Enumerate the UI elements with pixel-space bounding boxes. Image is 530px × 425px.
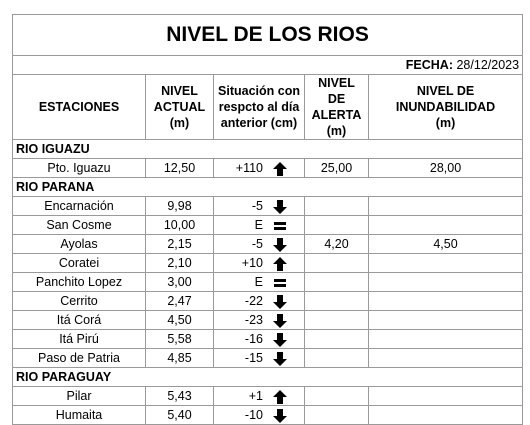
alert-level <box>305 387 369 406</box>
date-row <box>13 56 523 75</box>
current-level: 2,47 <box>146 292 214 311</box>
flood-level <box>369 216 523 235</box>
station-name: Panchito Lopez <box>13 273 146 292</box>
section-name: RIO PARANA <box>13 178 523 197</box>
station-name: Pto. Iguazu <box>13 159 146 178</box>
current-level: 4,85 <box>146 349 214 368</box>
header-line: NIVEL DE <box>416 84 475 98</box>
arrow-down-icon <box>269 197 291 215</box>
alert-level <box>305 349 369 368</box>
level-change <box>214 197 305 216</box>
level-change <box>214 292 305 311</box>
level-change <box>214 254 305 273</box>
header-estaciones: ESTACIONES <box>13 75 146 140</box>
alert-level <box>305 197 369 216</box>
section-row <box>13 140 523 159</box>
arrow-down-icon <box>269 292 291 310</box>
header-line: NIVEL DE <box>318 76 355 106</box>
header-line: NIVEL <box>161 84 198 98</box>
change-value: E <box>254 275 263 289</box>
level-change <box>214 273 305 292</box>
station-name: Coratei <box>13 254 146 273</box>
header-line: ALERTA <box>311 108 362 122</box>
equal-icon <box>269 216 291 234</box>
change-value: -5 <box>251 199 263 213</box>
station-name: Encarnación <box>13 197 146 216</box>
table-title: NIVEL DE LOS RIOS <box>13 15 523 56</box>
current-level: 12,50 <box>146 159 214 178</box>
table-row <box>13 387 523 406</box>
header-row <box>13 75 523 140</box>
flood-level <box>369 254 523 273</box>
section-row <box>13 368 523 387</box>
section-row <box>13 178 523 197</box>
header-line: Situación con <box>218 84 300 98</box>
change-value: -5 <box>251 237 263 251</box>
current-level: 5,58 <box>146 330 214 349</box>
header-line: anterior (cm) <box>220 116 298 130</box>
table-row <box>13 159 523 178</box>
station-name: Paso de Patria <box>13 349 146 368</box>
flood-level: 4,50 <box>369 235 523 254</box>
station-name: Itá Corá <box>13 311 146 330</box>
header-situacion <box>214 75 305 140</box>
header-line: (m) <box>435 116 456 130</box>
section-name: RIO PARAGUAY <box>13 368 523 387</box>
header-nivel-actual <box>146 75 214 140</box>
level-change <box>214 349 305 368</box>
change-value: -16 <box>244 332 263 346</box>
level-change <box>214 235 305 254</box>
change-value: +110 <box>235 161 263 175</box>
current-level: 4,50 <box>146 311 214 330</box>
arrow-down-icon <box>269 330 291 348</box>
level-change <box>214 387 305 406</box>
station-name: Pilar <box>13 387 146 406</box>
change-value: -10 <box>244 408 263 422</box>
current-level: 10,00 <box>146 216 214 235</box>
station-name: Humaita <box>13 406 146 425</box>
level-change <box>214 159 305 178</box>
equal-icon <box>269 273 291 291</box>
header-line: respcto al día <box>218 100 300 114</box>
current-level: 2,10 <box>146 254 214 273</box>
arrow-down-icon <box>269 406 291 424</box>
flood-level <box>369 273 523 292</box>
arrow-down-icon <box>269 235 291 253</box>
level-change <box>214 216 305 235</box>
flood-level <box>369 330 523 349</box>
change-value: -22 <box>244 294 263 308</box>
arrow-down-icon <box>269 349 291 367</box>
header-line: (m) <box>326 124 347 138</box>
table-row <box>13 311 523 330</box>
river-levels-table <box>12 14 523 425</box>
table-row <box>13 254 523 273</box>
flood-level <box>369 349 523 368</box>
table-row <box>13 349 523 368</box>
arrow-up-icon <box>269 387 291 405</box>
change-value: -23 <box>244 313 263 327</box>
station-name: Ayolas <box>13 235 146 254</box>
arrow-down-icon <box>269 311 291 329</box>
change-value: +1 <box>248 389 263 403</box>
alert-level <box>305 311 369 330</box>
change-value: +10 <box>241 256 263 270</box>
current-level: 2,15 <box>146 235 214 254</box>
header-nivel-alerta <box>305 75 369 140</box>
header-line: INUNDABILIDAD <box>395 100 496 114</box>
alert-level <box>305 216 369 235</box>
flood-level <box>369 292 523 311</box>
table-row <box>13 235 523 254</box>
flood-level <box>369 197 523 216</box>
flood-level <box>369 387 523 406</box>
arrow-up-icon <box>269 159 291 177</box>
date-value: 28/12/2023 <box>456 58 520 72</box>
alert-level <box>305 254 369 273</box>
flood-level <box>369 311 523 330</box>
alert-level: 25,00 <box>305 159 369 178</box>
table-row <box>13 330 523 349</box>
alert-level <box>305 292 369 311</box>
change-value: E <box>254 218 263 232</box>
alert-level <box>305 273 369 292</box>
current-level: 5,40 <box>146 406 214 425</box>
station-name: San Cosme <box>13 216 146 235</box>
current-level: 3,00 <box>146 273 214 292</box>
arrow-up-icon <box>269 254 291 272</box>
header-nivel-inundabilidad <box>369 75 523 140</box>
date-label: FECHA: <box>405 58 453 72</box>
header-line: (m) <box>169 116 190 130</box>
level-change <box>214 330 305 349</box>
alert-level: 4,20 <box>305 235 369 254</box>
station-name: Cerrito <box>13 292 146 311</box>
alert-level <box>305 330 369 349</box>
table-row <box>13 273 523 292</box>
flood-level: 28,00 <box>369 159 523 178</box>
current-level: 9,98 <box>146 197 214 216</box>
section-name: RIO IGUAZU <box>13 140 523 159</box>
change-value: -15 <box>244 351 263 365</box>
table-row <box>13 216 523 235</box>
current-level: 5,43 <box>146 387 214 406</box>
station-name: Itá Pirú <box>13 330 146 349</box>
header-line: ACTUAL <box>153 100 206 114</box>
table-row <box>13 292 523 311</box>
level-change <box>214 311 305 330</box>
table-row <box>13 197 523 216</box>
